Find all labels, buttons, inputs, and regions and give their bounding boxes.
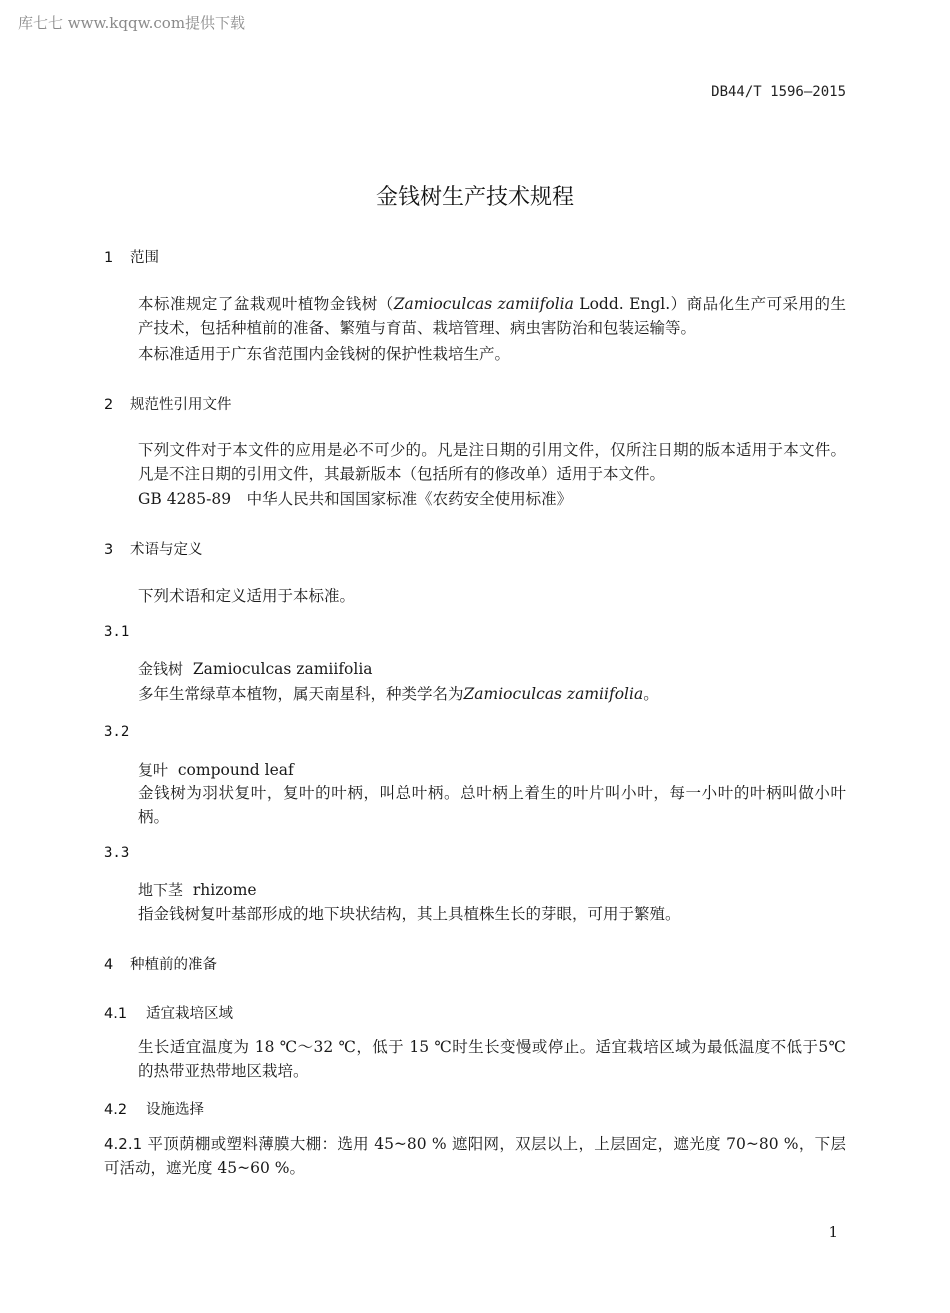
section-title: 范围 [130,250,159,266]
term-entry [138,758,294,782]
section-number: 1 [104,250,114,266]
section-4-heading [104,953,217,974]
term-entry [138,878,257,902]
subsection-4-2-heading [104,1098,204,1119]
section-3-heading [104,538,203,559]
section-title: 术语与定义 [130,542,203,558]
subsection-number: 4.2 [104,1102,128,1118]
subsection-4-1-paragraph: 生长适宜温度为 18 ℃～32 ℃，低于 15 ℃时生长变慢或停止。适宜栽培区域为最低温度不低于5℃ 的热带亚热带地区栽培。 [138,1038,846,1080]
watermark: 库七七 www.kqqw.com提供下载 [18,14,246,32]
latin-name: Zamioculcas zamiifolia [393,295,574,313]
text-run: 多年生常绿草本植物，属天南星科，种类学名为 [138,685,464,703]
section-title: 规范性引用文件 [130,397,232,413]
subsection-number: 4.1 [104,1006,128,1022]
section-number: 2 [104,397,114,413]
term-definition: 金钱树为羽状复叶，复叶的叶柄，叫总叶柄。总叶柄上着生的叶片叫小叶，每一小叶的叶柄叫做小叶柄。 [138,784,846,826]
term-chinese: 地下茎 [138,881,184,899]
clause-4-2-1 [104,1132,846,1180]
section-1-paragraph-1 [104,292,846,340]
term-english: Zamioculcas zamiifolia [192,660,373,678]
term-definition: 指金钱树复叶基部形成的地下块状结构，其上具植株生长的芽眼，可用于繁殖。 [138,905,681,923]
term-english: rhizome [192,881,257,899]
text-run: 。 [643,685,659,703]
term-definition [138,682,659,706]
term-number: 3.3 [104,845,130,861]
clause-number: 4.2.1 [104,1135,143,1153]
page-title: 金钱树生产技术规程 [375,185,574,210]
subsection-title: 设施选择 [146,1102,204,1118]
section-2-paragraph: 下列文件对于本文件的应用是必不可少的。凡是注日期的引用文件，仅所注日期的版本适用于本文件。凡是不注日期的引用文件，其最新版本（包括所有的修改单）适用于本文件。 [138,441,846,483]
section-title: 种植前的准备 [130,957,217,973]
section-2-heading [104,393,232,414]
section-1-paragraph-2: 本标准适用于广东省范围内金钱树的保护性栽培生产。 [138,345,511,363]
section-number: 3 [104,542,114,558]
latin-name: Zamioculcas zamiifolia [463,685,644,703]
text-run: 本标准规定了盆栽观叶植物金钱树（ [138,295,394,313]
section-1-heading [104,246,159,267]
document-code: DB44/T 1596—2015 [711,84,846,100]
subsection-title: 适宜栽培区域 [146,1006,233,1022]
term-number: 3.1 [104,624,130,640]
text-run: Lodd. Engl.）商品化生产可采用的生产技术，包括种植前的准备、繁殖与育苗、栽培管理、病虫害防治和包装运输等。 [138,295,846,337]
section-3-intro: 下列术语和定义适用于本标准。 [138,587,356,605]
term-chinese: 复叶 [138,761,169,779]
term-number: 3.2 [104,724,130,740]
normative-reference: GB 4285-89 中华人民共和国国家标准《农药安全使用标准》 [138,490,573,508]
page-number: 1 [828,1223,838,1241]
term-entry [138,657,373,681]
subsection-4-1-heading [104,1002,233,1023]
clause-text: 平顶荫棚或塑料薄膜大棚：选用 45~80 % 遮阳网，双层以上，上层固定，遮光度 70~80 %，下层可活动，遮光度 45~60 %。 [104,1135,846,1177]
term-english: compound leaf [177,761,294,779]
term-chinese: 金钱树 [138,660,184,678]
section-number: 4 [104,957,114,973]
